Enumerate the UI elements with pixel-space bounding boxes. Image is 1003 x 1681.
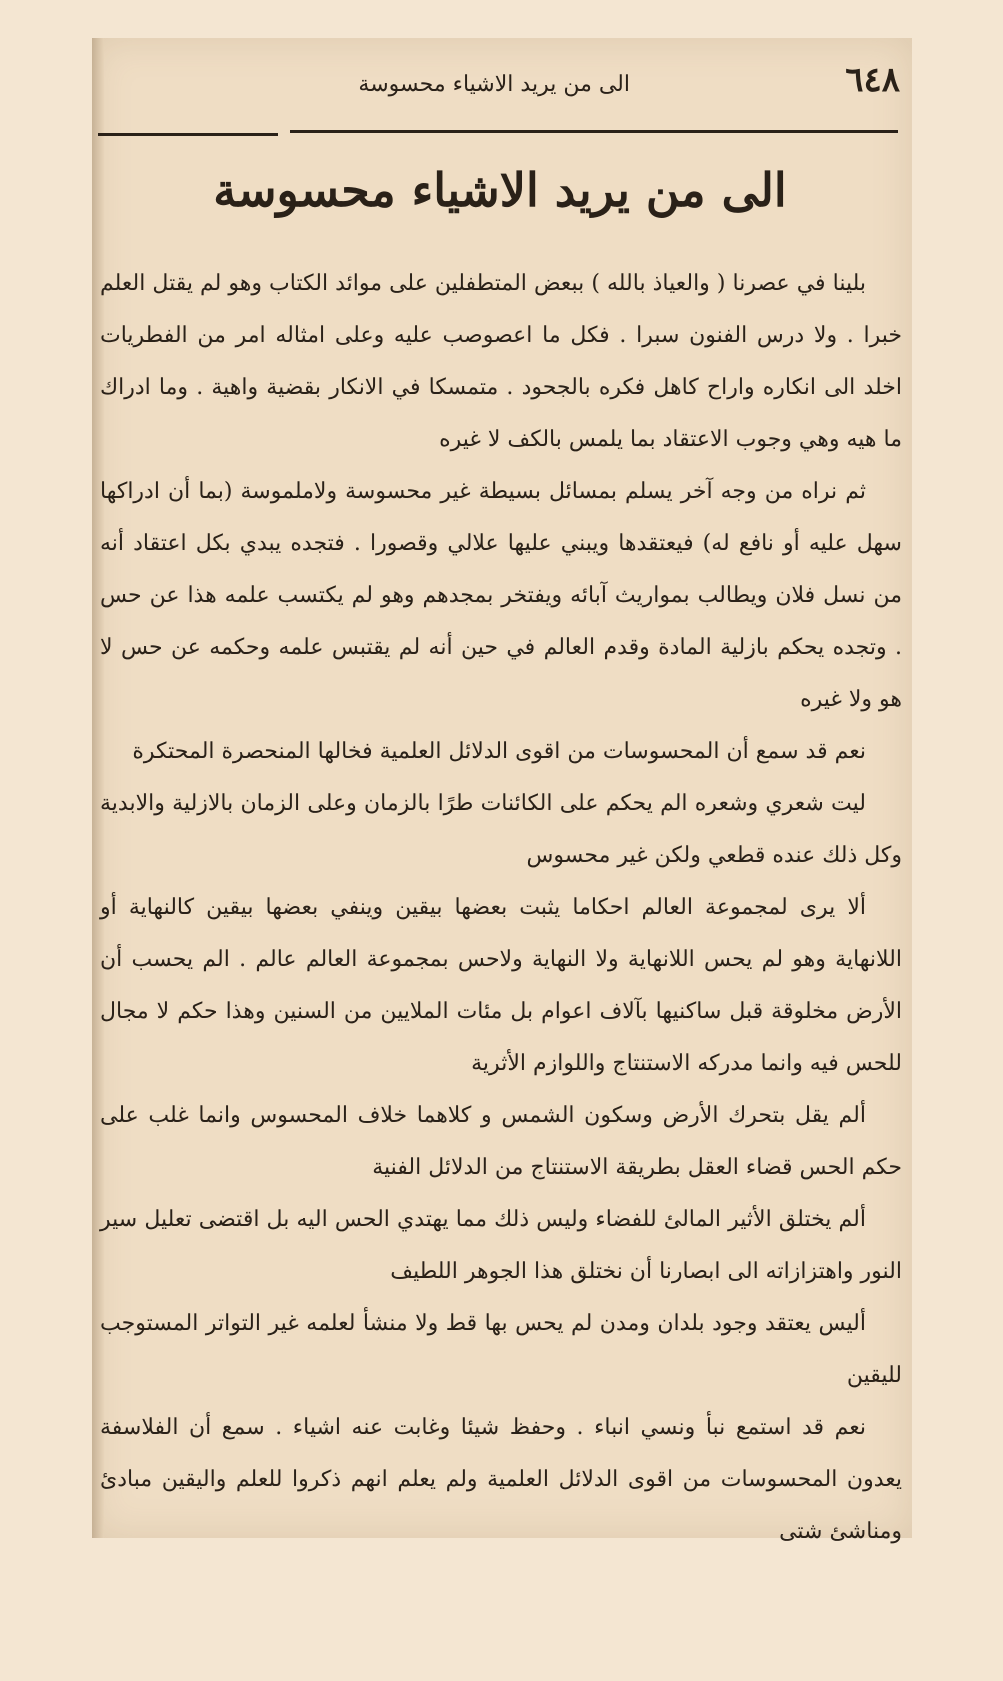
paragraph: أليس يعتقد وجود بلدان ومدن لم يحس بها قط ولا منشأ لعلمه غير التواتر المستوجب لليقين <box>100 1311 902 1388</box>
paragraph: نعم قد استمع نبأ ونسي انباء . وحفظ شيئا وغابت عنه اشياء . سمع أن الفلاسفة يعدون المحسوسات من اقوى الدلائل العلمية ولم يعلم انهم ذكروا للعلم واليقين مبادئ ومناشئ شتى <box>100 1415 902 1544</box>
header-rule <box>290 130 898 133</box>
paragraph: ألم يقل بتحرك الأرض وسكون الشمس و كلاهما خلاف المحسوس وانما غلب على حكم الحس قضاء العقل بطريقة الاستنتاج من الدلائل الفنية <box>100 1103 902 1180</box>
running-header <box>100 60 900 110</box>
paragraph: بلينا في عصرنا ( والعياذ بالله ) ببعض المتطفلين على موائد الكتاب وهو لم يقتل العلم خبرا . ولا درس الفنون سبرا . فكل ما اعصوصب عليه وعلى امثاله امر من الفطريات اخلد الى انكاره واراح كاهل فكره بالجحود . متمسكا في الانكار بقضية واهية . وما ادراك ما هيه وهي وجوب الاعتقاد بما يلمس بالكف لا غيره <box>100 271 902 452</box>
paragraph: ثم نراه من وجه آخر يسلم بمسائل بسيطة غير محسوسة ولاملموسة (بما أن ادراكها سهل عليه أو نافع له) فيعتقدها ويبني عليها علالي وقصورا . فتجده يبدي بكل اعتقاد أنه من نسل فلان ويطالب بمواريث آبائه ويفتخر بمجدهم وهو لم يكتسب علمه هذا عن حس . وتجده يحكم بازلية المادة وقدم العالم في حين أنه لم يقتبس علمه وحكمه عن حس لا هو ولا غيره <box>100 479 902 712</box>
chapter-title: الى من يريد الاشياء محسوسة <box>213 163 787 217</box>
page-number: ٦٤٨ <box>845 60 900 100</box>
paragraph: نعم قد سمع أن المحسوسات من اقوى الدلائل العلمية فخالها المنحصرة المحتكرة <box>132 739 866 764</box>
paragraph: ألا يرى لمجموعة العالم احكاما يثبت بعضها بيقين وينفي بعضها بيقين كالنهاية أو اللانهاية وهو لم يحس اللانهاية ولا النهاية ولاحس بمجموعة العالم عالم . الم يحسب أن الأرض مخلوقة قبل ساكنيها بآلاف اعوام بل مئات الملايين من السنين وهذا حكم لا مجال للحس فيه وانما مدركه الاستنتاج واللوازم الأثرية <box>100 895 902 1076</box>
running-title: الى من يريد الاشياء محسوسة <box>358 72 630 97</box>
paragraph: ليت شعري وشعره الم يحكم على الكائنات طرًا بالزمان وعلى الزمان بالازلية والابدية وكل ذلك عنده قطعي ولكن غير محسوس <box>100 791 902 868</box>
article-body <box>100 258 902 1558</box>
header-rule-short <box>98 133 278 136</box>
paragraph: ألم يختلق الأثير المالئ للفضاء وليس ذلك مما يهتدي الحس اليه بل اقتضى تعليل سير النور واهتزازاته الى ابصارنا أن نختلق هذا الجوهر اللطيف <box>100 1207 902 1284</box>
